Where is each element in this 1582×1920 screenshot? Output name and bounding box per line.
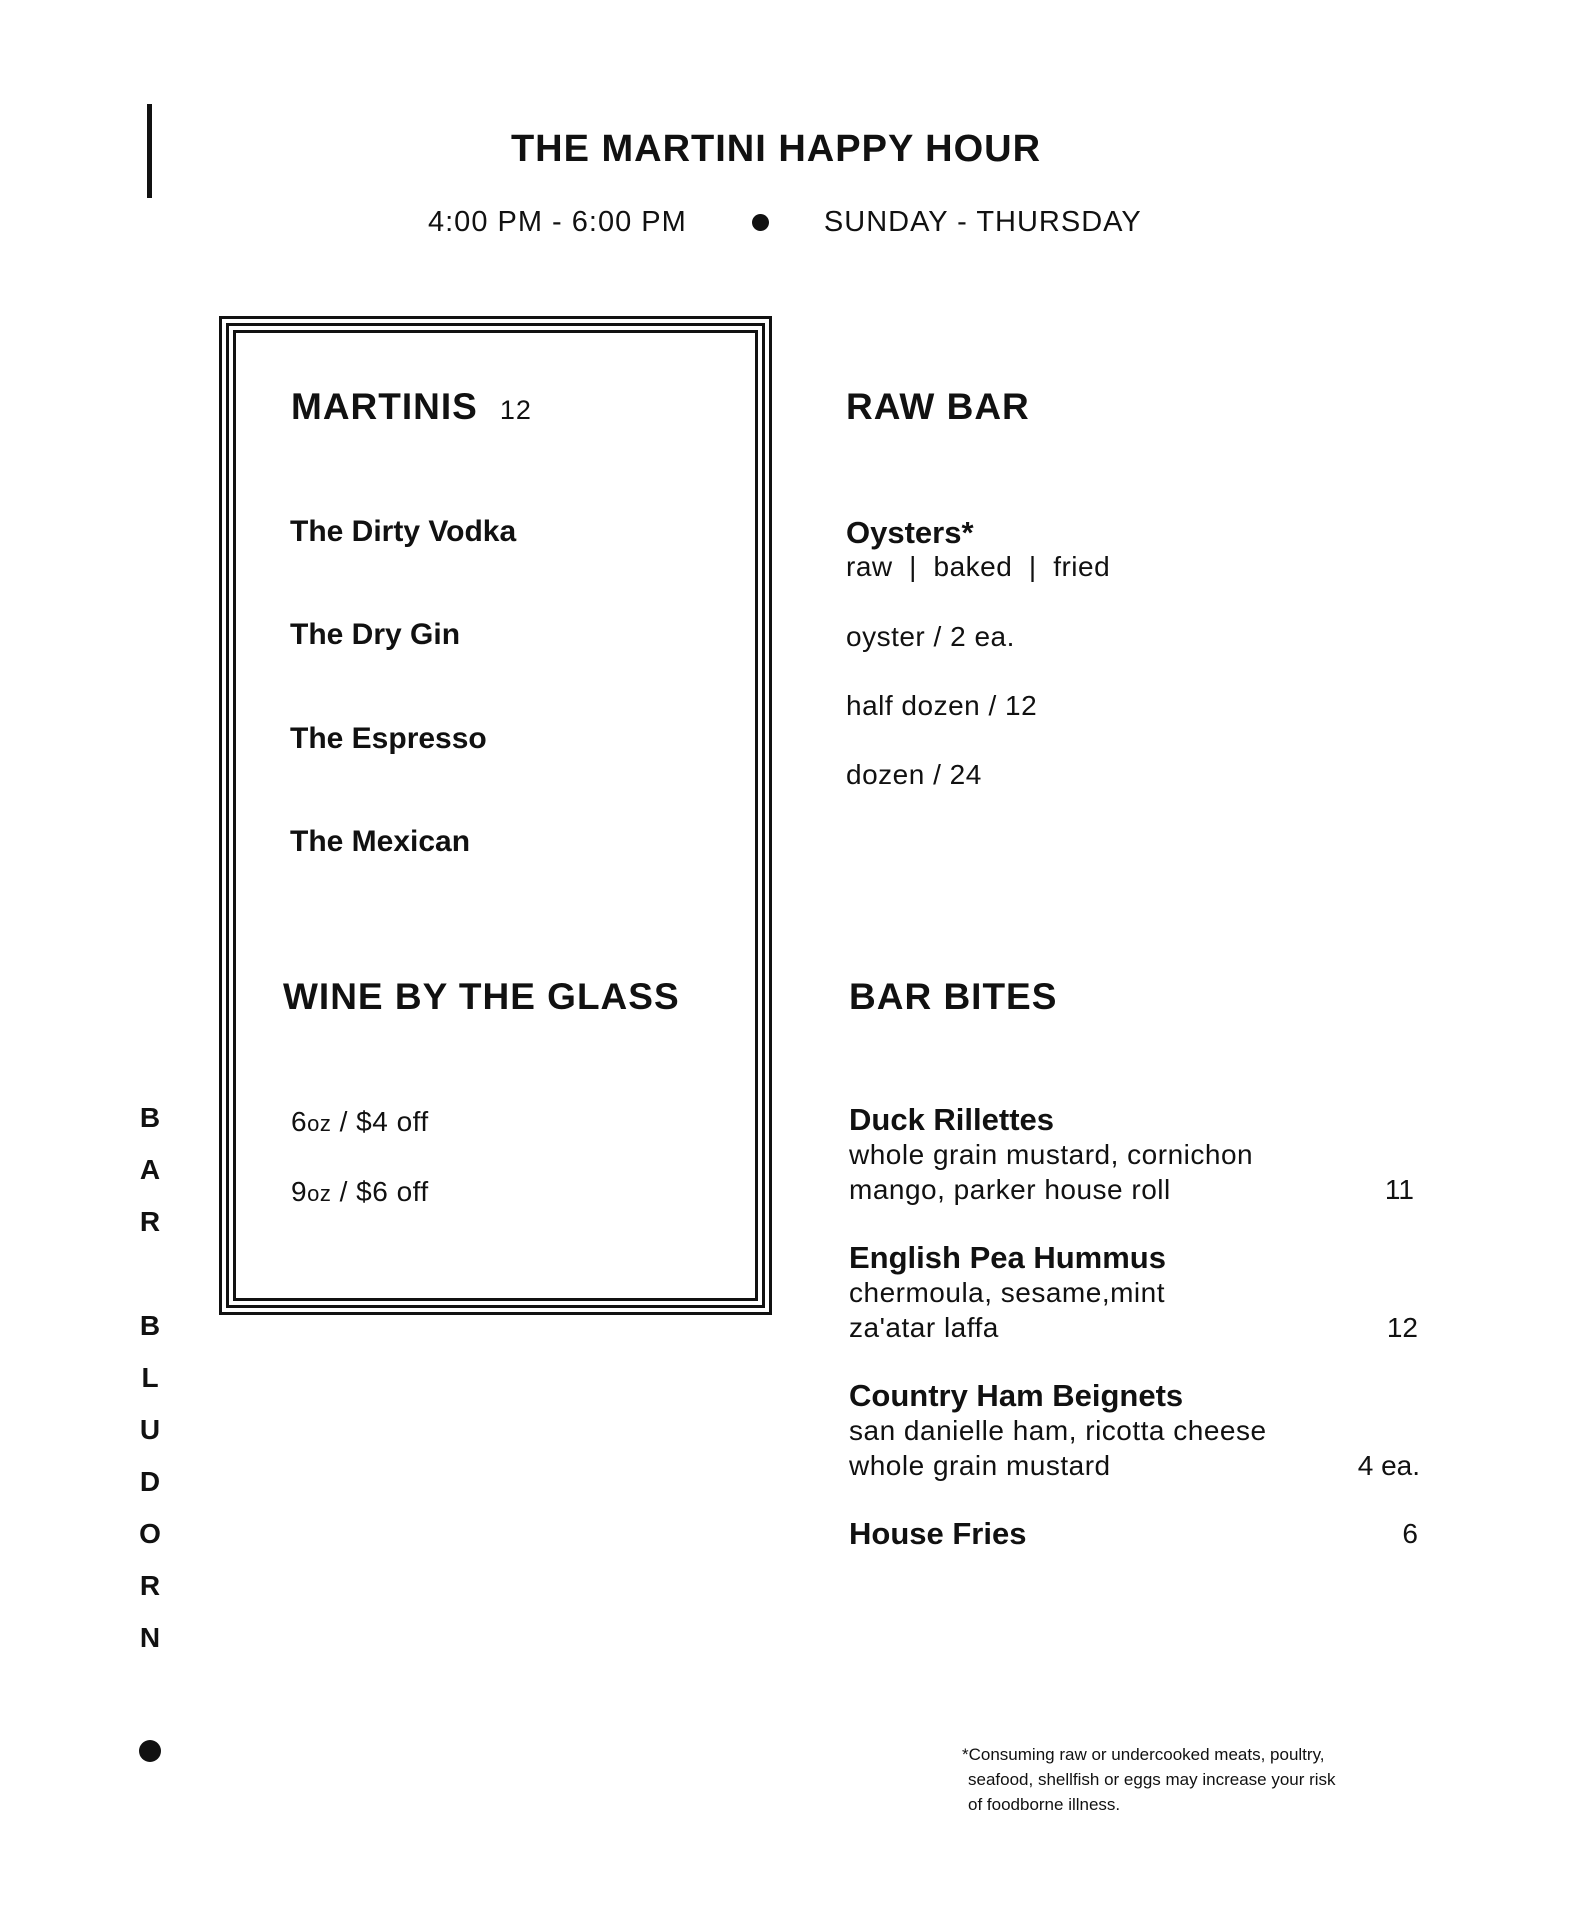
martinis-heading-label: MARTINIS — [291, 386, 478, 427]
bar-bite-name: Country Ham Beignets — [849, 1378, 1184, 1413]
bar-bites-heading: BAR BITES — [849, 976, 1058, 1017]
brand-letter: R — [139, 1206, 161, 1237]
bar-bite-desc: san danielle ham, ricotta cheese — [849, 1415, 1267, 1446]
martini-item: The Dry Gin — [290, 618, 461, 651]
brand-letter: L — [141, 1362, 159, 1393]
bottom-dot-icon — [139, 1740, 161, 1762]
oysters-styles: raw | baked | fried — [846, 551, 1111, 582]
brand-letter: O — [139, 1518, 161, 1549]
martini-item: The Dirty Vodka — [290, 515, 517, 548]
bar-bite-price: 12 — [1386, 1312, 1418, 1343]
brand-letter — [128, 1248, 172, 1300]
martinis-heading — [291, 386, 532, 428]
disclaimer-line: seafood, shellfish or eggs may increase your risk — [968, 1770, 1336, 1789]
hours-text: 4:00 PM - 6:00 PM — [428, 205, 687, 238]
brand-vertical — [128, 1092, 172, 1664]
wine-deal: / $6 off — [331, 1176, 429, 1207]
wine-option — [291, 1106, 429, 1138]
menu-title: THE MARTINI HAPPY HOUR — [510, 128, 1042, 170]
days-text: SUNDAY - THURSDAY — [823, 205, 1142, 238]
martini-item: The Mexican — [290, 825, 471, 858]
wine-deal: / $4 off — [331, 1106, 429, 1137]
hours-row — [428, 205, 1142, 239]
disclaimer — [962, 1742, 1382, 1817]
brand-letter: D — [139, 1466, 161, 1497]
disclaimer-line: *Consuming raw or undercooked meats, poultry, — [962, 1745, 1325, 1764]
brand-letter: A — [139, 1154, 161, 1185]
wine-size: 9 — [291, 1176, 308, 1207]
wine-unit: oz — [307, 1111, 332, 1136]
brand-letter: B — [139, 1102, 161, 1133]
bullet-icon — [752, 214, 769, 231]
oyster-price-line: oyster / 2 ea. — [846, 621, 1015, 652]
brand-letter: B — [139, 1310, 161, 1341]
bar-bite-price: 6 — [1402, 1518, 1418, 1549]
wine-option — [291, 1176, 429, 1208]
frame-inner — [233, 330, 758, 1301]
brand-letter: R — [139, 1570, 161, 1601]
bar-bite-price: 11 — [1384, 1174, 1414, 1205]
bar-bite-desc: za'atar laffa — [849, 1312, 999, 1343]
brand-letter: N — [139, 1622, 161, 1653]
bar-bite-desc: whole grain mustard — [849, 1450, 1111, 1481]
raw-bar-heading: RAW BAR — [846, 386, 1030, 427]
oysters-name: Oysters* — [846, 515, 974, 550]
wine-heading: WINE BY THE GLASS — [283, 976, 680, 1017]
oyster-price-line: half dozen / 12 — [846, 690, 1038, 721]
bar-bite-name: English Pea Hummus — [849, 1240, 1166, 1275]
oyster-price-line: dozen / 24 — [846, 759, 982, 790]
bar-bite-name: House Fries — [849, 1516, 1027, 1551]
wine-size: 6 — [291, 1106, 308, 1137]
bar-bite-desc: whole grain mustard, cornichon — [849, 1139, 1254, 1170]
bar-bite-desc: mango, parker house roll — [849, 1174, 1171, 1205]
martinis-price: 12 — [499, 395, 532, 425]
bar-bite-price: 4 ea. — [1357, 1450, 1420, 1481]
brand-letter: U — [139, 1414, 161, 1445]
martini-item: The Espresso — [290, 722, 487, 755]
wine-unit: oz — [307, 1181, 332, 1206]
bar-bite-name: Duck Rillettes — [849, 1102, 1055, 1137]
disclaimer-line: of foodborne illness. — [968, 1795, 1121, 1814]
bar-bite-desc: chermoula, sesame,mint — [849, 1277, 1166, 1308]
